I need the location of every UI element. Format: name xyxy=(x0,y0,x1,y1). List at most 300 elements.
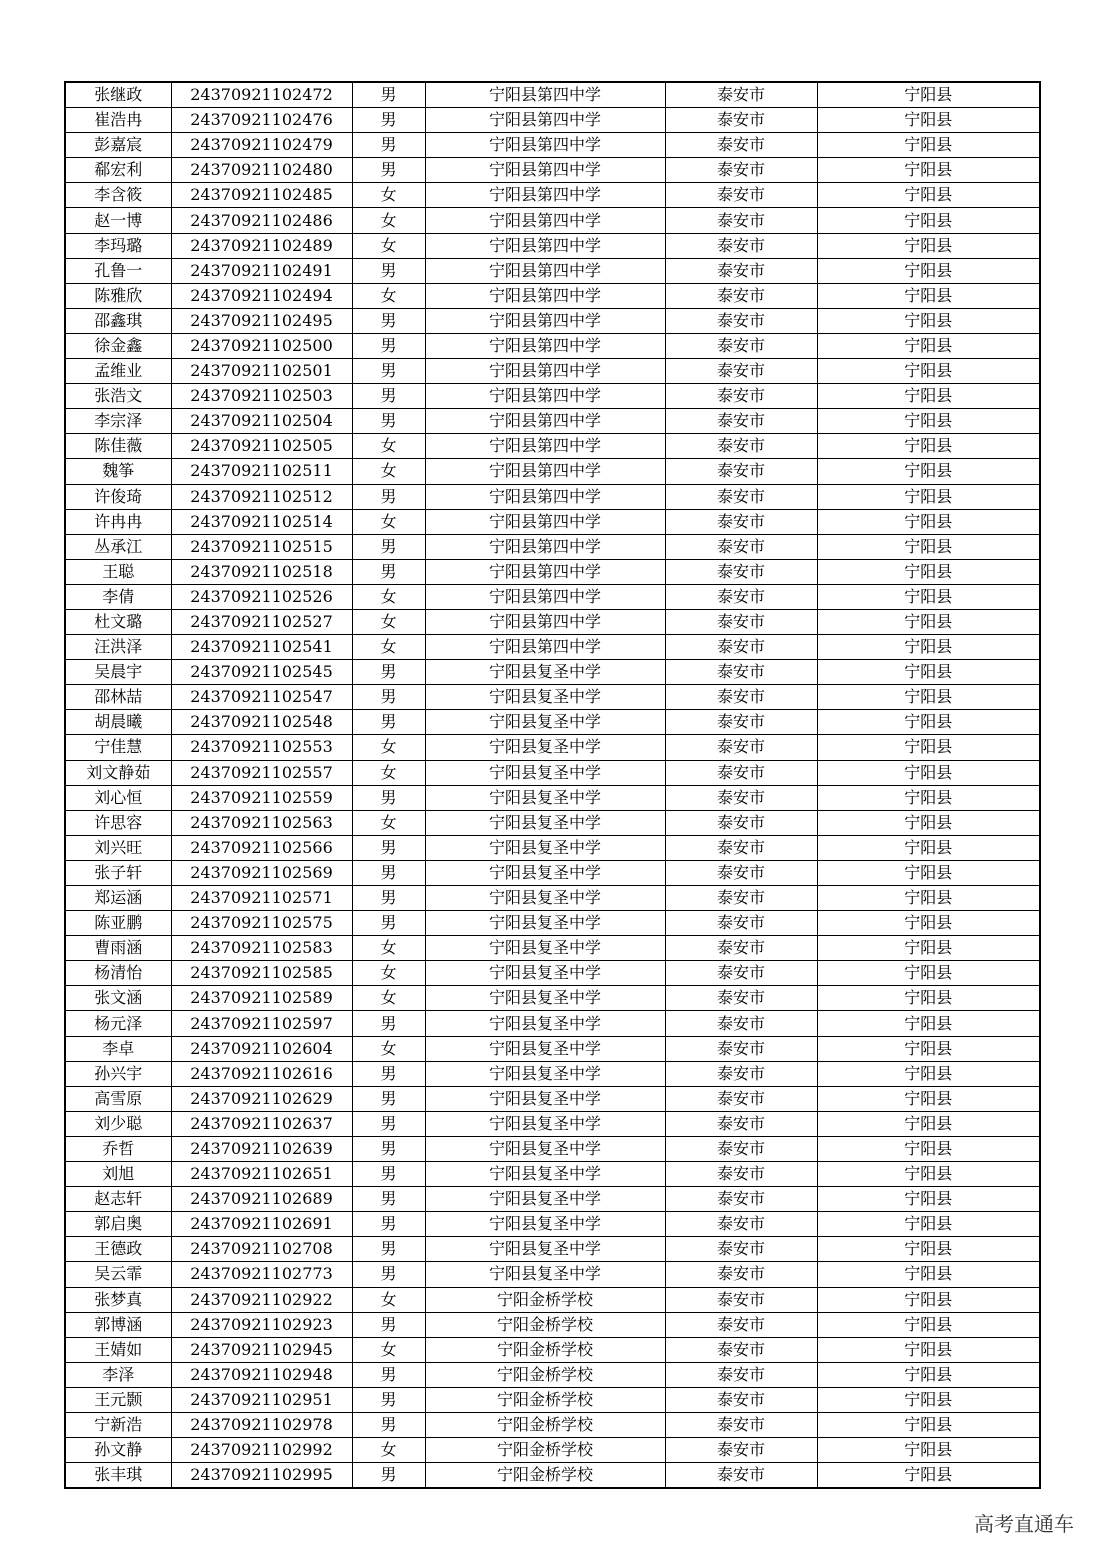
table-row xyxy=(65,936,1040,961)
city-cell: 泰安市 xyxy=(665,986,817,1011)
exam-id-cell: 24370921102604 xyxy=(171,1036,352,1061)
name-cell: 魏筝 xyxy=(65,459,171,484)
exam-id-cell: 24370921102505 xyxy=(171,434,352,459)
city-cell: 泰安市 xyxy=(665,1412,817,1437)
city-cell: 泰安市 xyxy=(665,760,817,785)
name-cell: 张丰琪 xyxy=(65,1463,171,1489)
name-cell: 彭嘉宸 xyxy=(65,133,171,158)
exam-id-cell: 24370921102485 xyxy=(171,183,352,208)
exam-id-cell: 24370921102651 xyxy=(171,1162,352,1187)
county-cell: 宁阳县 xyxy=(817,1212,1040,1237)
county-cell: 宁阳县 xyxy=(817,1262,1040,1287)
county-cell: 宁阳县 xyxy=(817,886,1040,911)
gender-cell: 女 xyxy=(352,434,425,459)
table-row xyxy=(65,333,1040,358)
table-row xyxy=(65,459,1040,484)
school-cell: 宁阳金桥学校 xyxy=(425,1362,665,1387)
exam-id-cell: 24370921102978 xyxy=(171,1412,352,1437)
name-cell: 崔浩冉 xyxy=(65,108,171,133)
name-cell: 郑运涵 xyxy=(65,886,171,911)
exam-id-cell: 24370921102637 xyxy=(171,1111,352,1136)
table-row xyxy=(65,1412,1040,1437)
school-cell: 宁阳金桥学校 xyxy=(425,1387,665,1412)
county-cell: 宁阳县 xyxy=(817,760,1040,785)
gender-cell: 女 xyxy=(352,509,425,534)
gender-cell: 男 xyxy=(352,835,425,860)
county-cell: 宁阳县 xyxy=(817,685,1040,710)
table-row xyxy=(65,961,1040,986)
table-row xyxy=(65,1262,1040,1287)
gender-cell: 男 xyxy=(352,860,425,885)
school-cell: 宁阳县第四中学 xyxy=(425,258,665,283)
gender-cell: 男 xyxy=(352,534,425,559)
gender-cell: 女 xyxy=(352,635,425,660)
gender-cell: 女 xyxy=(352,936,425,961)
exam-id-cell: 24370921102491 xyxy=(171,258,352,283)
table-row xyxy=(65,1387,1040,1412)
name-cell: 许冉冉 xyxy=(65,509,171,534)
city-cell: 泰安市 xyxy=(665,810,817,835)
name-cell: 刘文静茹 xyxy=(65,760,171,785)
gender-cell: 男 xyxy=(352,158,425,183)
city-cell: 泰安市 xyxy=(665,911,817,936)
county-cell: 宁阳县 xyxy=(817,333,1040,358)
county-cell: 宁阳县 xyxy=(817,1287,1040,1312)
name-cell: 张文涵 xyxy=(65,986,171,1011)
school-cell: 宁阳县第四中学 xyxy=(425,534,665,559)
county-cell: 宁阳县 xyxy=(817,1387,1040,1412)
table-row xyxy=(65,158,1040,183)
gender-cell: 男 xyxy=(352,685,425,710)
name-cell: 宁新浩 xyxy=(65,1412,171,1437)
roster-table xyxy=(64,81,1041,1489)
name-cell: 李卓 xyxy=(65,1036,171,1061)
school-cell: 宁阳县复圣中学 xyxy=(425,735,665,760)
city-cell: 泰安市 xyxy=(665,1136,817,1161)
exam-id-cell: 24370921102515 xyxy=(171,534,352,559)
gender-cell: 男 xyxy=(352,1061,425,1086)
county-cell: 宁阳县 xyxy=(817,961,1040,986)
county-cell: 宁阳县 xyxy=(817,108,1040,133)
school-cell: 宁阳县第四中学 xyxy=(425,158,665,183)
name-cell: 杨清怡 xyxy=(65,961,171,986)
city-cell: 泰安市 xyxy=(665,409,817,434)
gender-cell: 女 xyxy=(352,1287,425,1312)
name-cell: 陈佳薇 xyxy=(65,434,171,459)
county-cell: 宁阳县 xyxy=(817,484,1040,509)
exam-id-cell: 24370921102951 xyxy=(171,1387,352,1412)
city-cell: 泰安市 xyxy=(665,1187,817,1212)
name-cell: 孔鲁一 xyxy=(65,258,171,283)
gender-cell: 女 xyxy=(352,1036,425,1061)
county-cell: 宁阳县 xyxy=(817,559,1040,584)
county-cell: 宁阳县 xyxy=(817,133,1040,158)
name-cell: 许俊琦 xyxy=(65,484,171,509)
exam-id-cell: 24370921102476 xyxy=(171,108,352,133)
county-cell: 宁阳县 xyxy=(817,1011,1040,1036)
exam-id-cell: 24370921102512 xyxy=(171,484,352,509)
city-cell: 泰安市 xyxy=(665,509,817,534)
table-row xyxy=(65,1237,1040,1262)
gender-cell: 男 xyxy=(352,1212,425,1237)
exam-id-cell: 24370921102514 xyxy=(171,509,352,534)
table-row xyxy=(65,208,1040,233)
school-cell: 宁阳县复圣中学 xyxy=(425,886,665,911)
exam-id-cell: 24370921102773 xyxy=(171,1262,352,1287)
table-row xyxy=(65,82,1040,108)
exam-id-cell: 24370921102585 xyxy=(171,961,352,986)
gender-cell: 男 xyxy=(352,1011,425,1036)
city-cell: 泰安市 xyxy=(665,609,817,634)
city-cell: 泰安市 xyxy=(665,233,817,258)
table-row xyxy=(65,785,1040,810)
name-cell: 郗宏利 xyxy=(65,158,171,183)
exam-id-cell: 24370921102480 xyxy=(171,158,352,183)
name-cell: 杨元泽 xyxy=(65,1011,171,1036)
exam-id-cell: 24370921102571 xyxy=(171,886,352,911)
school-cell: 宁阳县第四中学 xyxy=(425,308,665,333)
city-cell: 泰安市 xyxy=(665,434,817,459)
exam-id-cell: 24370921102575 xyxy=(171,911,352,936)
county-cell: 宁阳县 xyxy=(817,208,1040,233)
city-cell: 泰安市 xyxy=(665,384,817,409)
name-cell: 许思容 xyxy=(65,810,171,835)
gender-cell: 男 xyxy=(352,1136,425,1161)
county-cell: 宁阳县 xyxy=(817,258,1040,283)
city-cell: 泰安市 xyxy=(665,735,817,760)
exam-id-cell: 24370921102708 xyxy=(171,1237,352,1262)
gender-cell: 男 xyxy=(352,384,425,409)
table-row xyxy=(65,559,1040,584)
city-cell: 泰安市 xyxy=(665,860,817,885)
city-cell: 泰安市 xyxy=(665,459,817,484)
name-cell: 丛承江 xyxy=(65,534,171,559)
county-cell: 宁阳县 xyxy=(817,785,1040,810)
county-cell: 宁阳县 xyxy=(817,233,1040,258)
school-cell: 宁阳县第四中学 xyxy=(425,609,665,634)
exam-id-cell: 24370921102541 xyxy=(171,635,352,660)
table-row xyxy=(65,409,1040,434)
name-cell: 陈雅欣 xyxy=(65,283,171,308)
gender-cell: 男 xyxy=(352,1262,425,1287)
table-row xyxy=(65,1312,1040,1337)
gender-cell: 男 xyxy=(352,1412,425,1437)
exam-id-cell: 24370921102553 xyxy=(171,735,352,760)
city-cell: 泰安市 xyxy=(665,258,817,283)
exam-id-cell: 24370921102489 xyxy=(171,233,352,258)
table-row xyxy=(65,735,1040,760)
exam-id-cell: 24370921102526 xyxy=(171,584,352,609)
city-cell: 泰安市 xyxy=(665,183,817,208)
name-cell: 刘心恒 xyxy=(65,785,171,810)
exam-id-cell: 24370921102945 xyxy=(171,1337,352,1362)
gender-cell: 男 xyxy=(352,1187,425,1212)
school-cell: 宁阳县第四中学 xyxy=(425,108,665,133)
gender-cell: 男 xyxy=(352,911,425,936)
exam-id-cell: 24370921102559 xyxy=(171,785,352,810)
gender-cell: 男 xyxy=(352,409,425,434)
exam-id-cell: 24370921102494 xyxy=(171,283,352,308)
exam-id-cell: 24370921102995 xyxy=(171,1463,352,1489)
county-cell: 宁阳县 xyxy=(817,1237,1040,1262)
city-cell: 泰安市 xyxy=(665,559,817,584)
county-cell: 宁阳县 xyxy=(817,459,1040,484)
exam-id-cell: 24370921102548 xyxy=(171,710,352,735)
exam-id-cell: 24370921102557 xyxy=(171,760,352,785)
name-cell: 高雪原 xyxy=(65,1086,171,1111)
school-cell: 宁阳县复圣中学 xyxy=(425,911,665,936)
school-cell: 宁阳县第四中学 xyxy=(425,409,665,434)
name-cell: 王婧如 xyxy=(65,1337,171,1362)
table-row xyxy=(65,534,1040,559)
gender-cell: 男 xyxy=(352,484,425,509)
school-cell: 宁阳金桥学校 xyxy=(425,1463,665,1489)
county-cell: 宁阳县 xyxy=(817,509,1040,534)
school-cell: 宁阳县复圣中学 xyxy=(425,685,665,710)
school-cell: 宁阳县复圣中学 xyxy=(425,1036,665,1061)
school-cell: 宁阳县第四中学 xyxy=(425,635,665,660)
name-cell: 张浩文 xyxy=(65,384,171,409)
name-cell: 李含筱 xyxy=(65,183,171,208)
city-cell: 泰安市 xyxy=(665,359,817,384)
county-cell: 宁阳县 xyxy=(817,1438,1040,1463)
name-cell: 李泽 xyxy=(65,1362,171,1387)
city-cell: 泰安市 xyxy=(665,635,817,660)
city-cell: 泰安市 xyxy=(665,1362,817,1387)
city-cell: 泰安市 xyxy=(665,333,817,358)
table-row xyxy=(65,685,1040,710)
table-row xyxy=(65,1463,1040,1489)
school-cell: 宁阳县复圣中学 xyxy=(425,986,665,1011)
table-row xyxy=(65,1111,1040,1136)
city-cell: 泰安市 xyxy=(665,1337,817,1362)
table-row xyxy=(65,886,1040,911)
school-cell: 宁阳县复圣中学 xyxy=(425,1187,665,1212)
school-cell: 宁阳县第四中学 xyxy=(425,333,665,358)
county-cell: 宁阳县 xyxy=(817,1061,1040,1086)
table-row xyxy=(65,384,1040,409)
school-cell: 宁阳金桥学校 xyxy=(425,1412,665,1437)
gender-cell: 男 xyxy=(352,308,425,333)
exam-id-cell: 24370921102503 xyxy=(171,384,352,409)
city-cell: 泰安市 xyxy=(665,133,817,158)
county-cell: 宁阳县 xyxy=(817,1036,1040,1061)
gender-cell: 男 xyxy=(352,359,425,384)
table-row xyxy=(65,1362,1040,1387)
school-cell: 宁阳县复圣中学 xyxy=(425,936,665,961)
name-cell: 乔哲 xyxy=(65,1136,171,1161)
school-cell: 宁阳县复圣中学 xyxy=(425,1237,665,1262)
table-row xyxy=(65,760,1040,785)
county-cell: 宁阳县 xyxy=(817,1136,1040,1161)
name-cell: 张梦真 xyxy=(65,1287,171,1312)
city-cell: 泰安市 xyxy=(665,685,817,710)
gender-cell: 女 xyxy=(352,1438,425,1463)
exam-id-cell: 24370921102495 xyxy=(171,308,352,333)
city-cell: 泰安市 xyxy=(665,1287,817,1312)
school-cell: 宁阳金桥学校 xyxy=(425,1337,665,1362)
county-cell: 宁阳县 xyxy=(817,911,1040,936)
name-cell: 吴云霏 xyxy=(65,1262,171,1287)
school-cell: 宁阳县第四中学 xyxy=(425,434,665,459)
city-cell: 泰安市 xyxy=(665,1011,817,1036)
exam-id-cell: 24370921102486 xyxy=(171,208,352,233)
school-cell: 宁阳县第四中学 xyxy=(425,82,665,108)
table-row xyxy=(65,509,1040,534)
city-cell: 泰安市 xyxy=(665,1463,817,1489)
city-cell: 泰安市 xyxy=(665,1111,817,1136)
name-cell: 吴晨宇 xyxy=(65,660,171,685)
roster-body xyxy=(65,82,1040,1488)
city-cell: 泰安市 xyxy=(665,283,817,308)
county-cell: 宁阳县 xyxy=(817,584,1040,609)
name-cell: 胡晨曦 xyxy=(65,710,171,735)
name-cell: 宁佳慧 xyxy=(65,735,171,760)
school-cell: 宁阳县复圣中学 xyxy=(425,1212,665,1237)
school-cell: 宁阳县复圣中学 xyxy=(425,810,665,835)
name-cell: 曹雨涵 xyxy=(65,936,171,961)
gender-cell: 男 xyxy=(352,108,425,133)
school-cell: 宁阳县复圣中学 xyxy=(425,660,665,685)
school-cell: 宁阳县第四中学 xyxy=(425,183,665,208)
table-row xyxy=(65,1337,1040,1362)
gender-cell: 男 xyxy=(352,559,425,584)
county-cell: 宁阳县 xyxy=(817,1412,1040,1437)
name-cell: 杜文璐 xyxy=(65,609,171,634)
gender-cell: 男 xyxy=(352,1086,425,1111)
county-cell: 宁阳县 xyxy=(817,860,1040,885)
school-cell: 宁阳县第四中学 xyxy=(425,384,665,409)
gender-cell: 女 xyxy=(352,584,425,609)
exam-id-cell: 24370921102500 xyxy=(171,333,352,358)
table-row xyxy=(65,1162,1040,1187)
gender-cell: 女 xyxy=(352,1337,425,1362)
county-cell: 宁阳县 xyxy=(817,660,1040,685)
name-cell: 李宗泽 xyxy=(65,409,171,434)
table-row xyxy=(65,283,1040,308)
name-cell: 汪洪泽 xyxy=(65,635,171,660)
county-cell: 宁阳县 xyxy=(817,1362,1040,1387)
gender-cell: 男 xyxy=(352,1387,425,1412)
name-cell: 王德政 xyxy=(65,1237,171,1262)
city-cell: 泰安市 xyxy=(665,886,817,911)
table-row xyxy=(65,911,1040,936)
gender-cell: 女 xyxy=(352,233,425,258)
exam-id-cell: 24370921102566 xyxy=(171,835,352,860)
city-cell: 泰安市 xyxy=(665,1086,817,1111)
county-cell: 宁阳县 xyxy=(817,283,1040,308)
name-cell: 王元颢 xyxy=(65,1387,171,1412)
exam-id-cell: 24370921102616 xyxy=(171,1061,352,1086)
table-row xyxy=(65,308,1040,333)
school-cell: 宁阳县复圣中学 xyxy=(425,1262,665,1287)
county-cell: 宁阳县 xyxy=(817,308,1040,333)
gender-cell: 男 xyxy=(352,1237,425,1262)
county-cell: 宁阳县 xyxy=(817,534,1040,559)
name-cell: 刘少聪 xyxy=(65,1111,171,1136)
exam-id-cell: 24370921102479 xyxy=(171,133,352,158)
school-cell: 宁阳县第四中学 xyxy=(425,484,665,509)
school-cell: 宁阳金桥学校 xyxy=(425,1438,665,1463)
city-cell: 泰安市 xyxy=(665,484,817,509)
city-cell: 泰安市 xyxy=(665,1438,817,1463)
name-cell: 孙文静 xyxy=(65,1438,171,1463)
city-cell: 泰安市 xyxy=(665,1212,817,1237)
school-cell: 宁阳县复圣中学 xyxy=(425,860,665,885)
table-row xyxy=(65,1438,1040,1463)
gender-cell: 女 xyxy=(352,609,425,634)
city-cell: 泰安市 xyxy=(665,1237,817,1262)
gender-cell: 女 xyxy=(352,760,425,785)
name-cell: 李玛璐 xyxy=(65,233,171,258)
city-cell: 泰安市 xyxy=(665,158,817,183)
county-cell: 宁阳县 xyxy=(817,82,1040,108)
school-cell: 宁阳金桥学校 xyxy=(425,1312,665,1337)
table-row xyxy=(65,635,1040,660)
name-cell: 徐金鑫 xyxy=(65,333,171,358)
county-cell: 宁阳县 xyxy=(817,1187,1040,1212)
county-cell: 宁阳县 xyxy=(817,936,1040,961)
school-cell: 宁阳县第四中学 xyxy=(425,559,665,584)
table-row xyxy=(65,1212,1040,1237)
name-cell: 李倩 xyxy=(65,584,171,609)
table-row xyxy=(65,359,1040,384)
gender-cell: 男 xyxy=(352,1463,425,1489)
name-cell: 陈亚鹏 xyxy=(65,911,171,936)
county-cell: 宁阳县 xyxy=(817,384,1040,409)
table-row xyxy=(65,1061,1040,1086)
table-row xyxy=(65,133,1040,158)
gender-cell: 女 xyxy=(352,183,425,208)
gender-cell: 男 xyxy=(352,785,425,810)
exam-id-cell: 24370921102597 xyxy=(171,1011,352,1036)
city-cell: 泰安市 xyxy=(665,1387,817,1412)
exam-id-cell: 24370921102504 xyxy=(171,409,352,434)
city-cell: 泰安市 xyxy=(665,108,817,133)
school-cell: 宁阳县复圣中学 xyxy=(425,760,665,785)
city-cell: 泰安市 xyxy=(665,835,817,860)
name-cell: 郭启奥 xyxy=(65,1212,171,1237)
school-cell: 宁阳县第四中学 xyxy=(425,133,665,158)
school-cell: 宁阳县第四中学 xyxy=(425,584,665,609)
school-cell: 宁阳县复圣中学 xyxy=(425,1061,665,1086)
gender-cell: 女 xyxy=(352,208,425,233)
county-cell: 宁阳县 xyxy=(817,835,1040,860)
school-cell: 宁阳县第四中学 xyxy=(425,359,665,384)
county-cell: 宁阳县 xyxy=(817,609,1040,634)
exam-id-cell: 24370921102992 xyxy=(171,1438,352,1463)
name-cell: 王聪 xyxy=(65,559,171,584)
gender-cell: 男 xyxy=(352,886,425,911)
school-cell: 宁阳县复圣中学 xyxy=(425,1086,665,1111)
city-cell: 泰安市 xyxy=(665,584,817,609)
table-row xyxy=(65,258,1040,283)
name-cell: 刘旭 xyxy=(65,1162,171,1187)
school-cell: 宁阳县复圣中学 xyxy=(425,785,665,810)
exam-id-cell: 24370921102472 xyxy=(171,82,352,108)
school-cell: 宁阳县第四中学 xyxy=(425,233,665,258)
city-cell: 泰安市 xyxy=(665,1262,817,1287)
table-row xyxy=(65,660,1040,685)
exam-id-cell: 24370921102629 xyxy=(171,1086,352,1111)
name-cell: 孟维业 xyxy=(65,359,171,384)
gender-cell: 男 xyxy=(352,710,425,735)
gender-cell: 男 xyxy=(352,1111,425,1136)
city-cell: 泰安市 xyxy=(665,660,817,685)
exam-id-cell: 24370921102589 xyxy=(171,986,352,1011)
name-cell: 郭博涵 xyxy=(65,1312,171,1337)
city-cell: 泰安市 xyxy=(665,1312,817,1337)
